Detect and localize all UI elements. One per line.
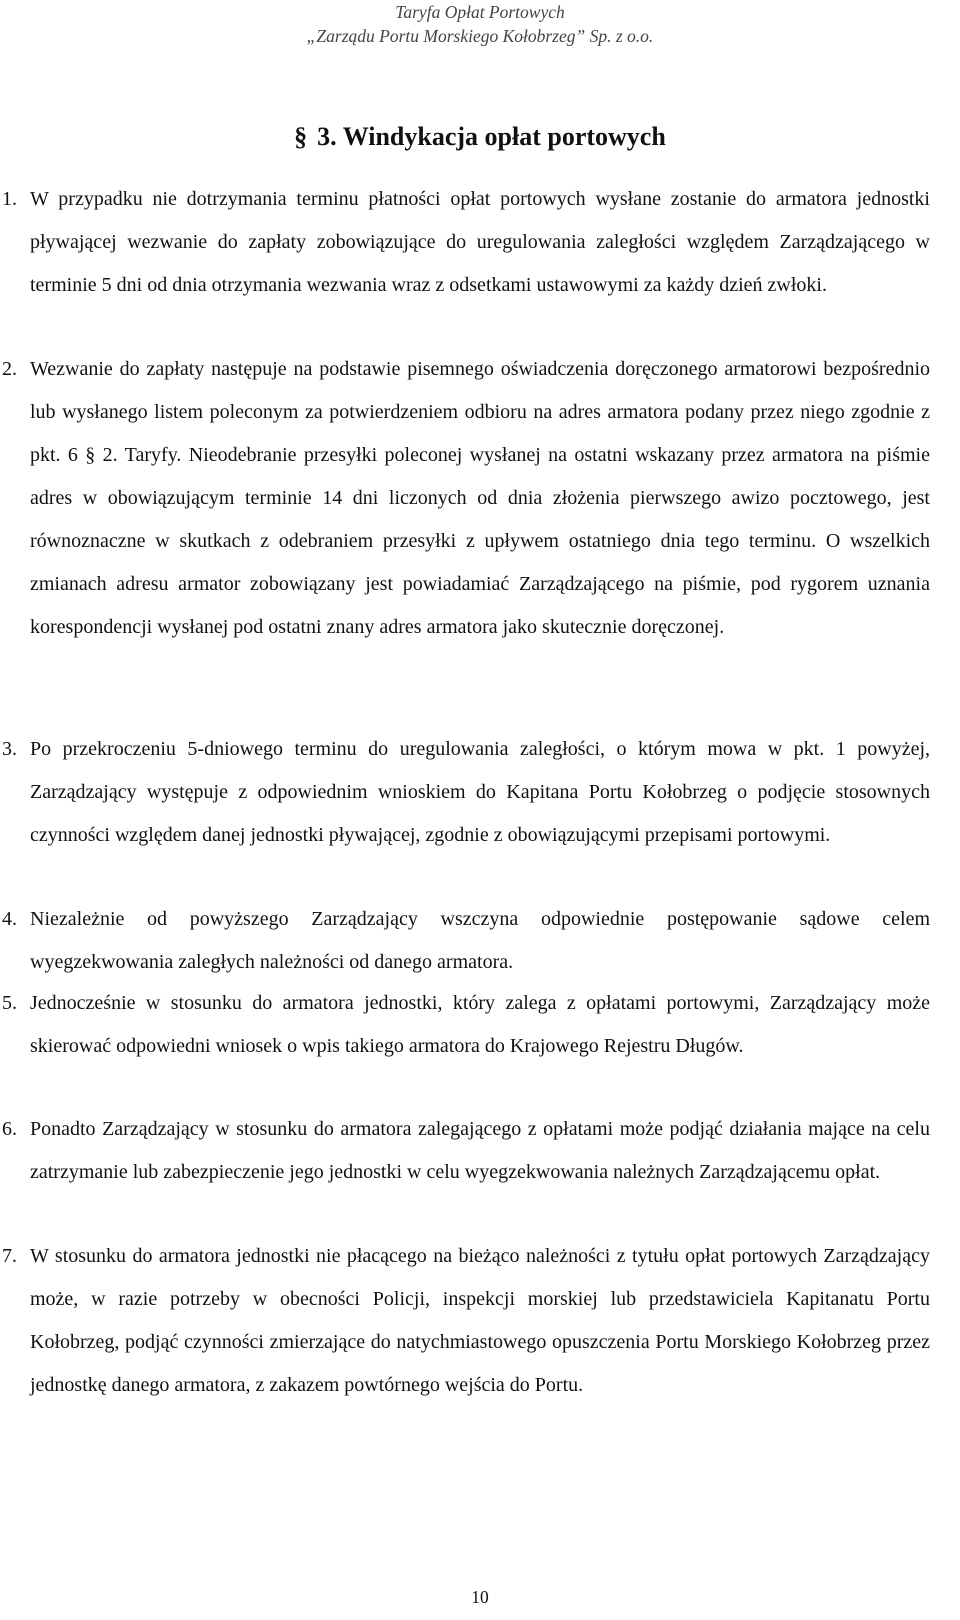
header-title: Taryfa Opłat Portowych <box>395 2 565 22</box>
item-number: 5. <box>2 992 17 1014</box>
item-text: Niezależnie od powyższego Zarządzający wszczyna odpowiednie postępowanie sądowe celem wyegzekwowania zaległych należności od danego armatora. <box>30 908 930 973</box>
list-item <box>2 1108 930 1194</box>
list-item <box>2 178 930 307</box>
list-item <box>2 728 930 857</box>
section-title-text: 3. Windykacja opłat portowych <box>317 122 666 151</box>
header-subtitle: „Zarządu Portu Morskiego Kołobrzeg” Sp. z o.o. <box>306 26 654 46</box>
item-number: 7. <box>2 1245 17 1267</box>
item-text: Jednocześnie w stosunku do armatora jednostki, który zalega z opłatami portowymi, Zarządzający może skierować odpowiedni wniosek o wpis takiego armatora do Krajowego Rejestru Długów. <box>30 992 930 1057</box>
section-title <box>0 122 960 152</box>
item-number: 1. <box>2 188 17 210</box>
item-text: Ponadto Zarządzający w stosunku do armatora zalegającego z opłatami może podjąć działania mające na celu zatrzymanie lub zabezpieczenie jego jednostki w celu wyegzekwowania należnych Zarządzającemu opłat. <box>30 1118 930 1183</box>
item-number: 4. <box>2 908 17 930</box>
item-text: Po przekroczeniu 5-dniowego terminu do uregulowania zaległości, o którym mowa w pkt. 1 powyżej, Zarządzający występuje z odpowiednim wnioskiem do Kapitana Portu Kołobrzeg o podjęcie stosownych czynności względem danej jednostki pływającej, zgodnie z obowiązującymi przepisami portowymi. <box>30 738 930 846</box>
item-text: W przypadku nie dotrzymania terminu płatności opłat portowych wysłane zostanie do armatora jednostki pływającej wezwanie do zapłaty zobowiązujące do uregulowania zaległości względem Zarządzającego w terminie 5 dni od dnia otrzymania wezwania wraz z odsetkami ustawowymi za każdy dzień zwłoki. <box>30 188 930 296</box>
page-number: 10 <box>471 1587 489 1607</box>
item-number: 6. <box>2 1118 17 1140</box>
item-text: W stosunku do armatora jednostki nie płacącego na bieżąco należności z tytułu opłat portowych Zarządzający może, w razie potrzeby w obecności Policji, inspekcji morskiej lub przedstawiciela Kapitanatu Portu Kołobrzeg, podjąć czynności zmierzające do natychmiastowego opuszczenia Portu Morskiego Kołobrzeg przez jednostkę danego armatora, z zakazem powtórnego wejścia do Portu. <box>30 1245 930 1396</box>
page-header <box>0 0 960 48</box>
list-item <box>2 348 930 649</box>
list-item <box>2 982 930 1068</box>
item-number: 3. <box>2 738 17 760</box>
list-item <box>2 1235 930 1407</box>
item-text: Wezwanie do zapłaty następuje na podstawie pisemnego oświadczenia doręczonego armatorowi bezpośrednio lub wysłanego listem poleconym za potwierdzeniem odbioru na adres armatora podany przez niego zgodnie z pkt. 6 § 2. Taryfy. Nieodebranie przesyłki poleconej wysłanej na ostatni wskazany przez armatora na piśmie adres w obowiązującym terminie 14 dni liczonych od dnia złożenia pierwszego awizo pocztowego, jest równoznaczne w skutkach z odebraniem przesyłki z upływem ostatniego dnia tego terminu. O wszelkich zmianach adresu armator zobowiązany jest powiadamiać Zarządzającego na piśmie, pod rygorem uznania korespondencji wysłanej pod ostatni znany adres armatora jako skutecznie doręczonej. <box>30 358 930 638</box>
list-item <box>2 898 930 984</box>
item-number: 2. <box>2 358 17 380</box>
section-symbol: § <box>294 122 308 151</box>
